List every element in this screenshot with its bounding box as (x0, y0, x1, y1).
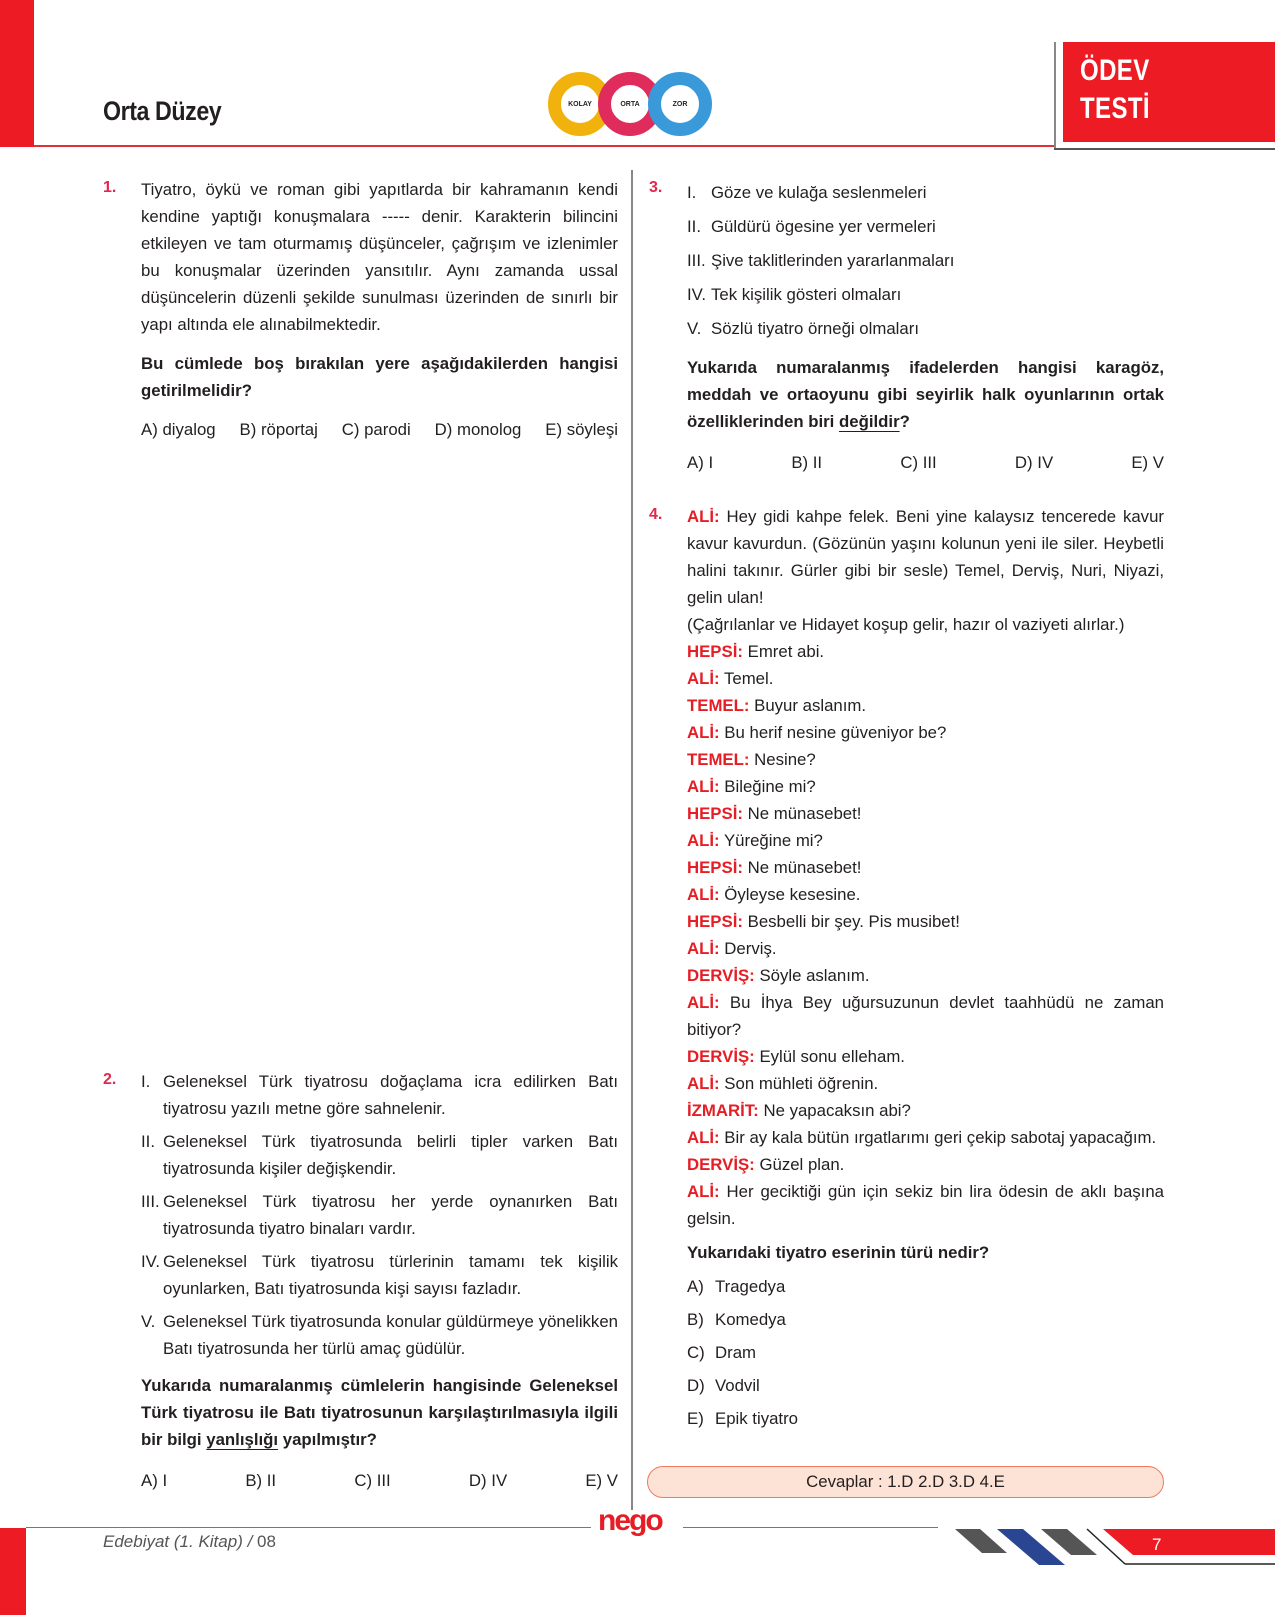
speaker-name: ALİ: (687, 939, 720, 958)
question-prompt: Bu cümlede boş bırakılan yere aşağıdakilerden hangisi getirilmelidir? (141, 354, 618, 400)
option-e[interactable]: E) V (1131, 453, 1164, 472)
dialogue-line (687, 908, 1164, 935)
option-b[interactable]: B) II (245, 1471, 277, 1490)
statement-numeral: I. (141, 1072, 151, 1091)
answer-options (141, 1471, 618, 1491)
dialogue-line (687, 881, 1164, 908)
question-prompt: Yukarıdaki tiyatro eserinin türü nedir? (687, 1243, 990, 1262)
answer-options (687, 1270, 1164, 1435)
speaker-line: Eylül sonu elleham. (759, 1047, 905, 1066)
speaker-line: Derviş. (724, 939, 777, 958)
question-stem: Tiyatro, öykü ve roman gibi yapıtlarda bir kahramanın kendi kendine yaptığı konuşmalara ----- denir. Karakterin bilincini etkileyen ve tam oturmamış düşünceler, çağrışım ve izlenimler bu konuşmalar üzerinden yansıtılır. Aynı zamanda ussal düşüncelerin düzenli şekilde sunulması üzerinden de sınırlı bir yapı altında ele alınabilmektedir. (141, 180, 618, 334)
speaker-name: HEPSİ: (687, 912, 743, 931)
dialogue-line (687, 935, 1164, 962)
option-b[interactable] (687, 1303, 1164, 1336)
prompt-text: ? (899, 412, 910, 431)
speaker-line: Ne yapacaksın abi? (763, 1101, 911, 1120)
dialogue-line (687, 962, 1164, 989)
option-d[interactable]: D) IV (1014, 453, 1054, 472)
statement-4 (141, 1248, 618, 1302)
speaker-name: İZMARİT: (687, 1101, 759, 1120)
footer-divider (26, 1527, 591, 1528)
book-separator: / (242, 1532, 258, 1551)
option-b[interactable]: B) röportaj (239, 420, 318, 439)
dialogue-line (687, 719, 1164, 746)
dialogue-line (687, 665, 1164, 692)
statement-2 (141, 1128, 618, 1182)
page-number: 7 (1152, 1535, 1162, 1554)
speaker-name: TEMEL: (687, 750, 750, 769)
dialogue-line (687, 746, 1164, 773)
statement-text: Geleneksel Türk tiyatrosunda belirli tipler varken Batı tiyatrosunda kişiler değişkendir. (163, 1132, 618, 1178)
speaker-name: ALİ: (687, 885, 720, 904)
difficulty-easy-label: KOLAY (568, 100, 592, 108)
statement-4 (687, 278, 1164, 312)
speaker-name: ALİ: (687, 1128, 720, 1147)
speaker-line: Besbelli bir şey. Pis musibet! (747, 912, 960, 931)
option-d[interactable]: D) monolog (434, 420, 522, 439)
speaker-name: ALİ: (687, 1074, 720, 1093)
badge-divider (1054, 42, 1056, 149)
left-accent-bar (0, 0, 34, 147)
dialogue-line (687, 611, 1164, 638)
option-text: Komedya (715, 1310, 786, 1329)
speaker-line: Buyur aslanım. (754, 696, 867, 715)
option-c[interactable]: C) III (354, 1471, 391, 1490)
difficulty-hard-label: ZOR (672, 100, 688, 108)
option-e[interactable]: E) söyleşi (545, 420, 618, 439)
statement-5 (687, 312, 1164, 346)
statement-text: Tek kişilik gösteri olmaları (711, 285, 902, 304)
statement-text: Geleneksel Türk tiyatrosu doğaçlama icra edilirken Batı tiyatrosu yazılı metne göre sahnelenir. (163, 1072, 618, 1118)
dialogue-line (687, 1151, 1164, 1178)
statement-numeral: V. (687, 319, 702, 338)
dialogue-line (687, 827, 1164, 854)
speaker-line: (Çağrılanlar ve Hidayet koşup gelir, hazır ol vaziyeti alırlar.) (687, 615, 1125, 634)
option-c[interactable]: C) parodi (341, 420, 411, 439)
option-text: Dram (715, 1343, 757, 1362)
statement-numeral: II. (687, 217, 701, 236)
play-dialogue (687, 503, 1164, 1232)
question-number: 3. (649, 179, 663, 196)
option-b[interactable]: B) II (791, 453, 823, 472)
question-prompt (141, 1372, 618, 1453)
publisher-logo (598, 1504, 680, 1544)
option-a[interactable]: A) I (687, 453, 714, 472)
prompt-emphasis: değildir (839, 412, 900, 431)
statement-numeral: III. (141, 1192, 160, 1211)
speaker-line: Güzel plan. (759, 1155, 845, 1174)
speaker-line: Yüreğine mi? (723, 831, 823, 850)
dialogue-line (687, 773, 1164, 800)
statement-numeral: II. (141, 1132, 155, 1151)
column-divider (631, 170, 633, 1510)
speaker-name: TEMEL: (687, 696, 750, 715)
dialogue-line (687, 989, 1164, 1043)
speaker-line: Bu herif nesine güveniyor be? (724, 723, 947, 742)
dialogue-line (687, 503, 1164, 611)
statement-3 (687, 244, 1164, 278)
speaker-line: Nesine? (754, 750, 816, 769)
option-a[interactable] (687, 1270, 1164, 1303)
speaker-name: DERVİŞ: (687, 1155, 755, 1174)
dialogue-line (687, 1043, 1164, 1070)
speaker-name: HEPSİ: (687, 642, 743, 661)
option-c[interactable]: C) III (900, 453, 937, 472)
statement-1 (141, 1068, 618, 1122)
answer-key: Cevaplar : 1.D 2.D 3.D 4.E (647, 1466, 1164, 1498)
left-accent-bar-bottom (0, 1528, 26, 1615)
book-title: Edebiyat (1. Kitap) (103, 1532, 243, 1551)
speaker-line: Son mühleti öğrenin. (724, 1074, 879, 1093)
speaker-line: Temel. (723, 669, 774, 688)
option-e[interactable] (687, 1402, 1164, 1435)
dialogue-line (687, 1097, 1164, 1124)
question-prompt (687, 354, 1164, 435)
statement-text: Sözlü tiyatro örneği olmaları (711, 319, 919, 338)
speaker-name: ALİ: (687, 777, 720, 796)
statement-numeral: I. (687, 183, 697, 202)
answer-options (687, 453, 1164, 473)
option-d[interactable] (687, 1369, 1164, 1402)
speaker-name: ALİ: (687, 669, 720, 688)
statement-text: Geleneksel Türk tiyatrosunda konular güldürmeye yönelikken Batı tiyatrosunda her türlü amaç güdülür. (163, 1312, 618, 1358)
option-e[interactable]: E) V (585, 1471, 618, 1490)
question-number: 4. (649, 506, 663, 523)
header-divider (34, 145, 1054, 147)
speaker-name: ALİ: (687, 993, 720, 1012)
badge-line2: TESTİ (1080, 92, 1151, 125)
badge-line1: ÖDEV (1080, 54, 1150, 87)
statement-text: Geleneksel Türk tiyatrosu türlerinin tamamı tek kişilik oyunlarken, Batı tiyatrosunda kişi sayısı fazladır. (163, 1252, 618, 1298)
option-d[interactable]: D) IV (468, 1471, 508, 1490)
statement-numeral: IV. (687, 285, 706, 304)
question-number: 1. (103, 179, 117, 196)
footer-stripes (955, 1528, 1275, 1568)
dialogue-line (687, 854, 1164, 881)
option-a[interactable]: A) diyalog (141, 420, 216, 439)
stripe-gray-2 (1041, 1529, 1097, 1555)
dialogue-line (687, 638, 1164, 665)
option-label: A) (687, 1277, 704, 1296)
publisher-logo-text: nego (598, 1504, 662, 1537)
option-text: Tragedya (715, 1277, 786, 1296)
speaker-line: Emret abi. (747, 642, 825, 661)
option-text: Epik tiyatro (715, 1409, 799, 1428)
option-label: D) (687, 1376, 705, 1395)
speaker-name: ALİ: (687, 831, 720, 850)
dialogue-line (687, 1178, 1164, 1232)
book-reference (103, 1532, 276, 1552)
option-c[interactable] (687, 1336, 1164, 1369)
speaker-line: Bileğine mi? (724, 777, 816, 796)
speaker-line: Öyleyse kesesine. (724, 885, 861, 904)
difficulty-medium-label: ORTA (620, 100, 640, 108)
prompt-text: Yukarıda numaralanmış ifadelerden hangisi karagöz, meddah ve ortaoyunu gibi seyirlik halk oyunlarının ortak özelliklerinden biri (687, 358, 1164, 431)
speaker-name: ALİ: (687, 507, 720, 526)
statement-5 (141, 1308, 618, 1362)
statement-text: Geleneksel Türk tiyatrosu her yerde oynanırken Batı tiyatrosunda tiyatro binaları vardır. (163, 1192, 618, 1238)
option-text: Vodvil (715, 1376, 760, 1395)
prompt-text: yapılmıştır? (278, 1430, 377, 1449)
speaker-name: HEPSİ: (687, 858, 743, 877)
prompt-text: Yukarıda numaralanmış cümlelerin hangisinde Geleneksel Türk tiyatrosu ile Batı tiyatrosunun karşılaştırılmasıyla ilgili bir bilgi (141, 1376, 618, 1449)
question-number: 2. (103, 1071, 117, 1088)
option-label: E) (687, 1409, 704, 1428)
answer-options (141, 420, 618, 440)
speaker-line: Bir ay kala bütün ırgatlarımı geri çekip sabotaj yapacağım. (724, 1128, 1157, 1147)
statement-numeral: IV. (141, 1252, 160, 1271)
speaker-name: DERVİŞ: (687, 1047, 755, 1066)
statement-text: Şive taklitlerinden yararlanmaları (711, 251, 955, 270)
speaker-name: ALİ: (687, 723, 720, 742)
statement-text: Güldürü ögesine yer vermeleri (711, 217, 936, 236)
homework-test-badge (1063, 42, 1275, 142)
speaker-name: DERVİŞ: (687, 966, 755, 985)
dialogue-line (687, 1070, 1164, 1097)
statement-numeral: III. (687, 251, 706, 270)
statement-1 (687, 176, 1164, 210)
speaker-line: Ne münasebet! (747, 804, 862, 823)
speaker-line: Hey gidi kahpe felek. Beni yine kalaysız tencerede kavur kavur kavurdun. (Gözünün yaşını kolunun yeni ile siler. Heybetli halini takınır. Gürler gibi bir sesle) Temel, Derviş, Nuri, Niyazi, gelin ulan! (687, 507, 1164, 607)
difficulty-hard-ring (648, 72, 712, 136)
option-a[interactable]: A) I (141, 1471, 168, 1490)
speaker-name: ALİ: (687, 1182, 720, 1201)
statement-text: Göze ve kulağa seslenmeleri (711, 183, 927, 202)
speaker-line: Ne münasebet! (747, 858, 862, 877)
speaker-line: Söyle aslanım. (759, 966, 870, 985)
page-number-tab (1103, 1529, 1275, 1555)
speaker-line: Bu İhya Bey uğursuzunun devlet taahhüdü ne zaman bitiyor? (687, 993, 1164, 1039)
dialogue-line (687, 692, 1164, 719)
stripe-gray-1 (955, 1529, 1007, 1553)
statement-numeral: V. (141, 1312, 156, 1331)
speaker-line: Her geciktiği gün için sekiz bin lira ödesin de aklı başına gelsin. (687, 1182, 1164, 1228)
footer-divider (683, 1527, 938, 1528)
book-code: 08 (257, 1532, 276, 1551)
statement-3 (141, 1188, 618, 1242)
dialogue-line (687, 1124, 1164, 1151)
option-label: B) (687, 1310, 704, 1329)
difficulty-rings (548, 72, 713, 138)
dialogue-line (687, 800, 1164, 827)
badge-underline (1054, 148, 1275, 150)
speaker-name: HEPSİ: (687, 804, 743, 823)
statement-2 (687, 210, 1164, 244)
option-label: C) (687, 1343, 705, 1362)
prompt-emphasis: yanlışlığı (206, 1430, 279, 1449)
page-title: Orta Düzey (103, 96, 222, 126)
